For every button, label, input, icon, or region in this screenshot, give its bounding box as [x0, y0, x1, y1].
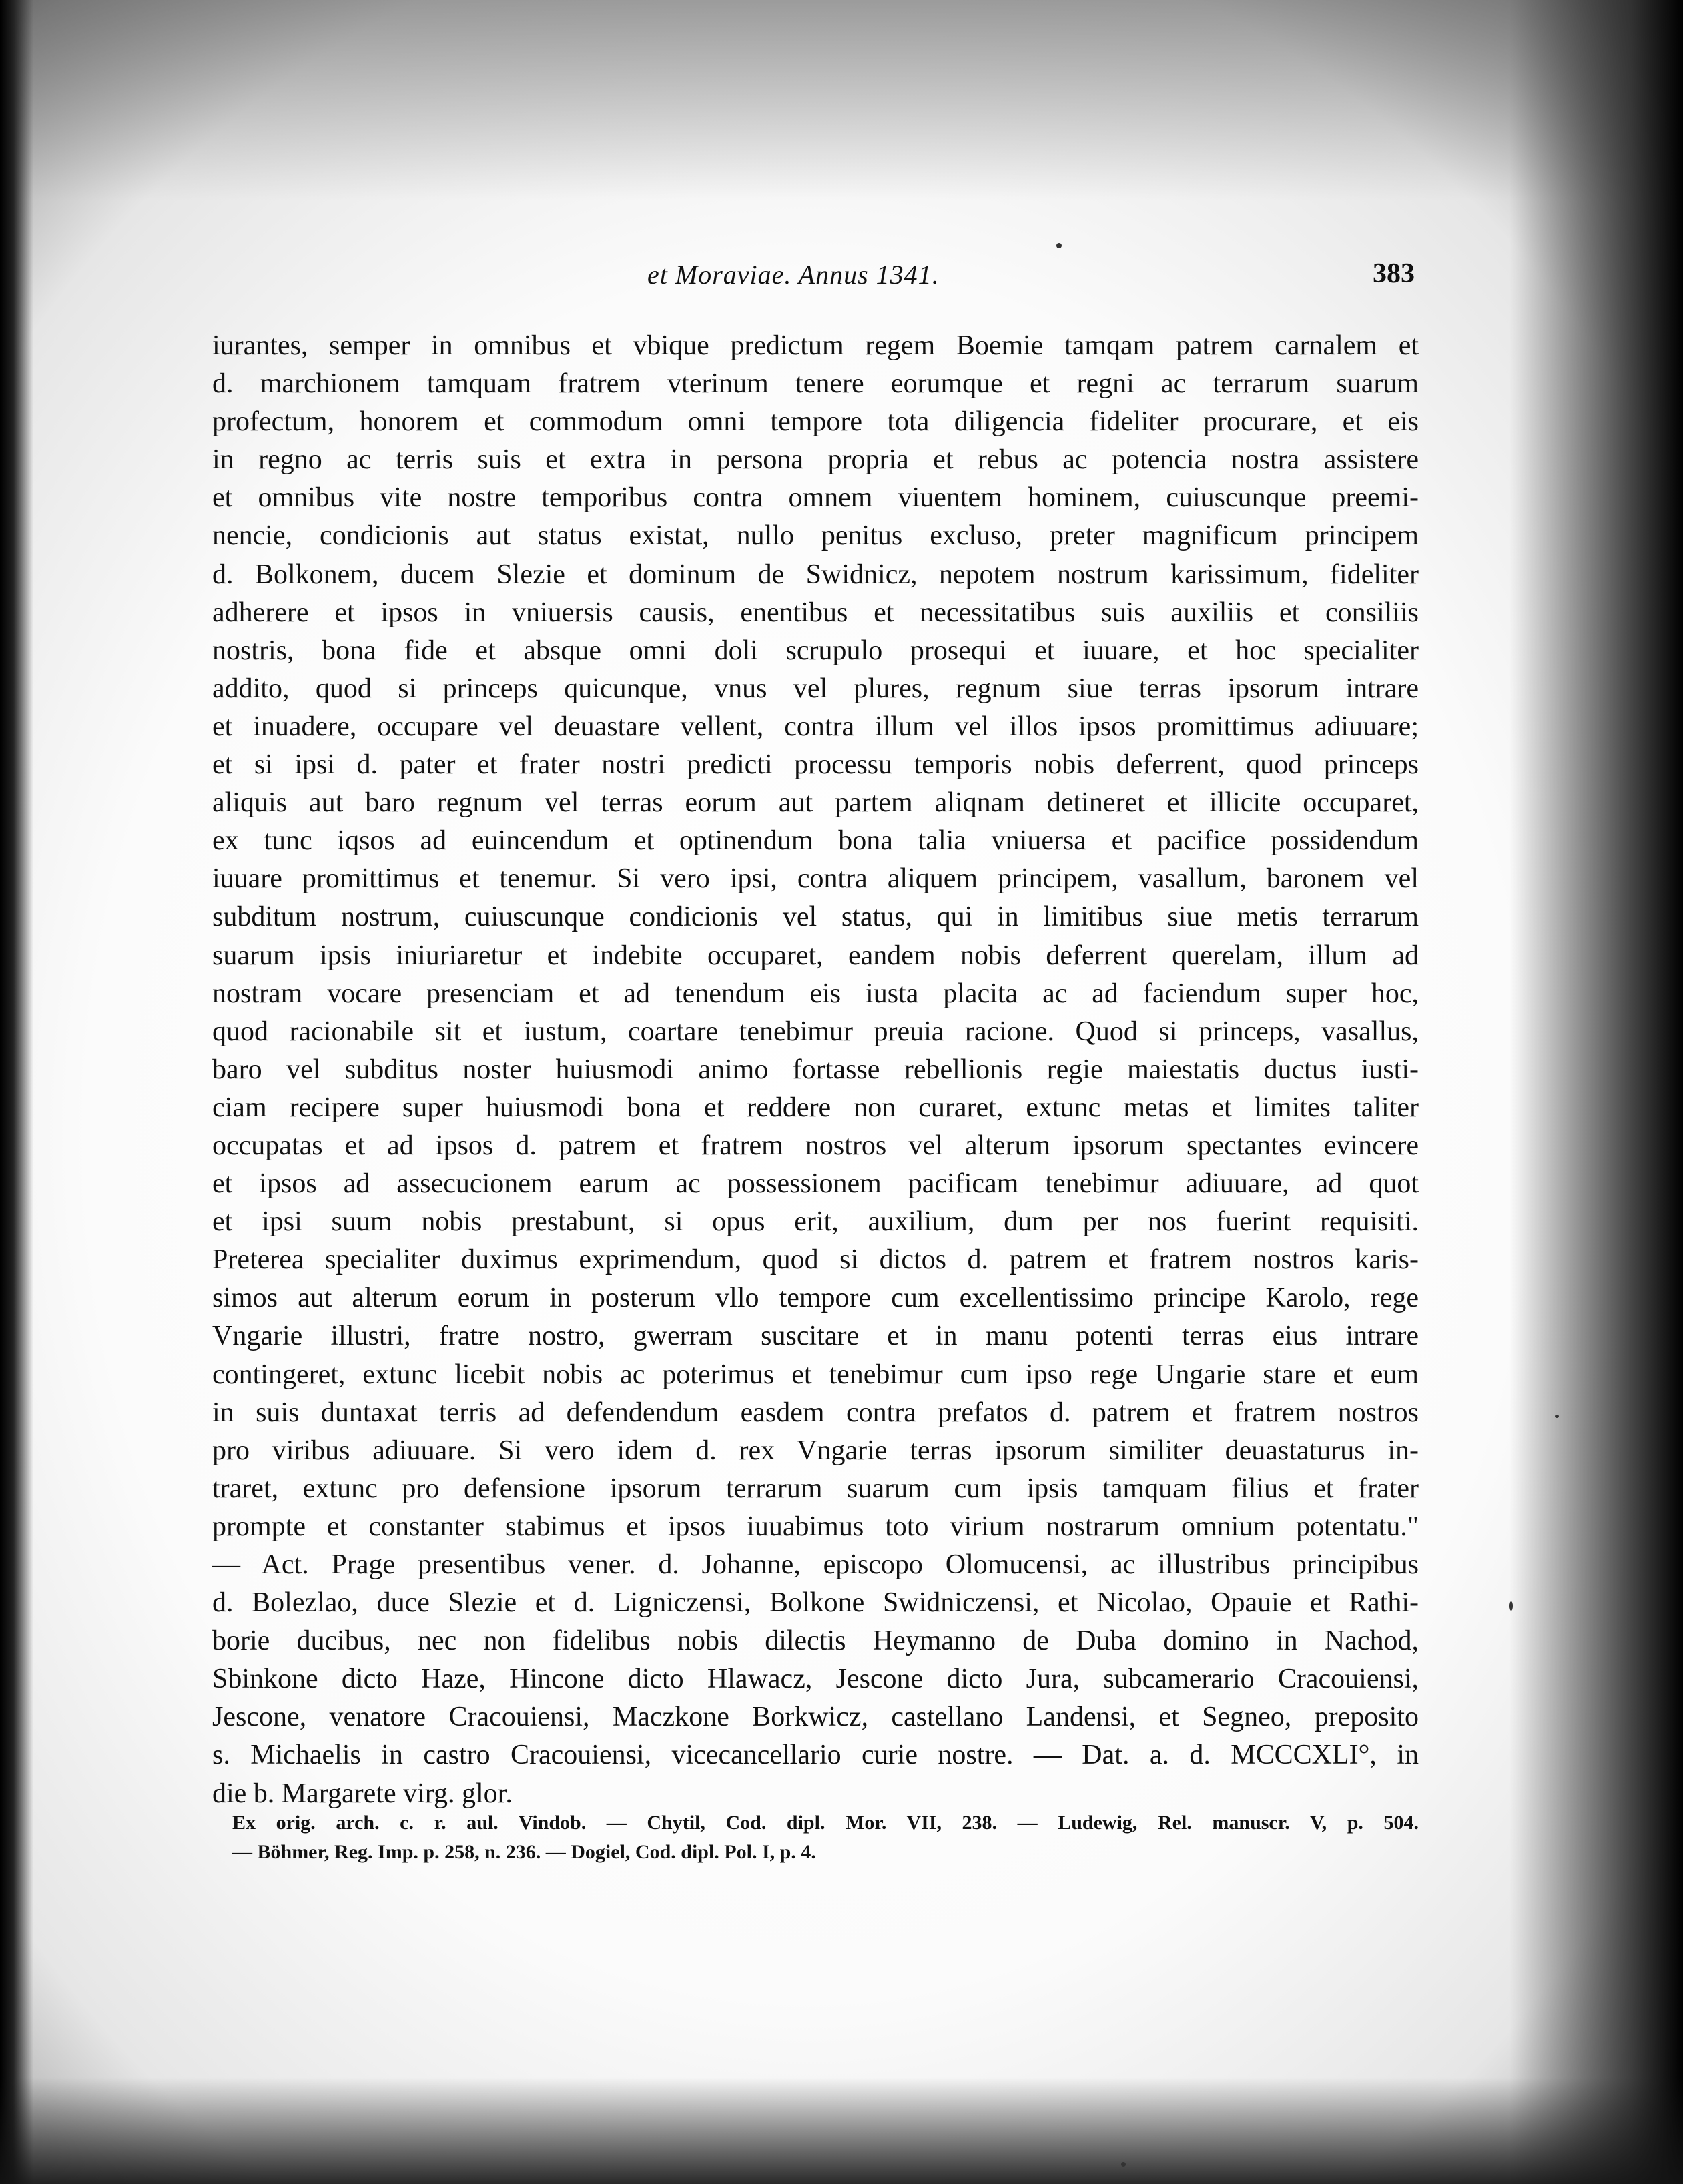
- scan-speck: [1509, 1601, 1513, 1611]
- scan-speck: [1121, 2162, 1126, 2167]
- text-line: quod racionabile sit et iustum, coartare tenebimur preuia racione. Quod si princeps, vasallus,: [212, 1016, 1419, 1047]
- text-line: profectum, honorem et commodum omni tempore tota diligencia fideliter procurare, et eis: [212, 406, 1419, 438]
- text-line: baro vel subditus noster huiusmodi animo fortasse rebellionis regie maiestatis ductus iusti-: [212, 1054, 1419, 1085]
- running-title: et Moraviae. Annus 1341.: [647, 260, 940, 290]
- text-line: d. Bolezlao, duce Slezie et d. Ligniczensi, Bolkone Swidniczensi, et Nicolao, Opauie et Rathi-: [212, 1587, 1419, 1619]
- text-line: et inuadere, occupare vel deuastare vellent, contra illum vel illos ipsos promittimus adiuuare;: [212, 711, 1419, 742]
- text-line: adherere et ipsos in vniuersis causis, enentibus et necessitatibus suis auxiliis et consiliis: [212, 597, 1419, 628]
- text-line: et omnibus vite nostre temporibus contra omnem viuentem hominem, cuiuscunque preemi-: [212, 482, 1419, 514]
- text-line: die b. Margarete virg. glor.: [212, 1778, 513, 1809]
- text-line: et si ipsi d. pater et frater nostri predicti processu temporis nobis deferrent, quod princeps: [212, 749, 1419, 781]
- note-line: — Böhmer, Reg. Imp. p. 258, n. 236. — Dogiel, Cod. dipl. Pol. I, p. 4.: [232, 1841, 816, 1863]
- scan-speck: [1056, 243, 1062, 248]
- text-line: prompte et constanter stabimus et ipsos iuuabimus toto virium nostrarum omnium potentatu.": [212, 1511, 1419, 1542]
- scan-shadow-top: [0, 0, 1683, 200]
- text-line: ex tunc iqsos ad euincendum et optinendum bona talia vniuersa et pacifice possidendum: [212, 825, 1419, 857]
- scan-shadow-bottom: [0, 2077, 1683, 2184]
- text-line: contingeret, extunc licebit nobis ac poterimus et tenebimur cum ipso rege Ungarie stare et eum: [212, 1359, 1419, 1390]
- text-line: subditum nostrum, cuiuscunque condicionis vel status, qui in limitibus siue metis terrarum: [212, 901, 1419, 933]
- text-line: — Act. Prage presentibus vener. d. Johanne, episcopo Olomucensi, ac illustribus principibus: [212, 1549, 1419, 1580]
- scan-speck: [1555, 1415, 1559, 1418]
- text-line: aliquis aut baro regnum vel terras eorum aut partem aliqnam detineret et illicite occuparet,: [212, 787, 1419, 819]
- text-line: simos aut alterum eorum in posterum vllo tempore cum excellentissimo principe Karolo, rege: [212, 1283, 1419, 1314]
- text-line: ciam recipere super huiusmodi bona et reddere non curaret, extunc metas et limites taliter: [212, 1092, 1419, 1123]
- text-line: et ipsi suum nobis prestabunt, si opus erit, auxilium, dum per nos fuerint requisiti.: [212, 1206, 1419, 1238]
- text-line: nostris, bona fide et absque omni doli scrupulo prosequi et iuuare, et hoc specialiter: [212, 635, 1419, 666]
- text-line: Sbinkone dicto Haze, Hincone dicto Hlawacz, Jescone dicto Jura, subcamerario Cracouiensi,: [212, 1664, 1419, 1695]
- text-line: traret, extunc pro defensione ipsorum terrarum suarum cum ipsis tamquam filius et frater: [212, 1473, 1419, 1504]
- page-number: 383: [1373, 258, 1415, 289]
- text-line: in regno ac terris suis et extra in persona propria et rebus ac potencia nostra assistere: [212, 444, 1419, 476]
- source-notes: [232, 1808, 1419, 1867]
- text-line: d. Bolkonem, ducem Slezie et dominum de Swidnicz, nepotem nostrum karissimum, fideliter: [212, 559, 1419, 590]
- text-line: in suis duntaxat terris ad defendendum easdem contra prefatos d. patrem et fratrem nostros: [212, 1397, 1419, 1428]
- text-line: pro viribus adiuuare. Si vero idem d. rex Vngarie terras ipsorum similiter deuastaturus in-: [212, 1435, 1419, 1466]
- text-line: nostram vocare presenciam et ad tenendum eis iusta placita ac ad faciendum super hoc,: [212, 978, 1419, 1009]
- text-line: Jescone, venatore Cracouiensi, Maczkone Borkwicz, castellano Landensi, et Segneo, preposito: [212, 1702, 1419, 1733]
- text-line: suarum ipsis iniuriaretur et indebite occuparet, eandem nobis deferrent querelam, illum ad: [212, 940, 1419, 971]
- text-line: et ipsos ad assecucionem earum ac possessionem pacificam tenebimur adiuuare, ad quot: [212, 1168, 1419, 1200]
- page-header: [214, 254, 1415, 307]
- text-line: iuuare promittimus et tenemur. Si vero ipsi, contra aliquem principem, vasallum, baronem vel: [212, 863, 1419, 895]
- text-line: Vngarie illustri, fratre nostro, gwerram suscitare et in manu potenti terras eius intrare: [212, 1321, 1419, 1352]
- text-line: iurantes, semper in omnibus et vbique predictum regem Boemie tamqam patrem carnalem et: [212, 330, 1419, 361]
- scan-shadow-right: [1509, 0, 1683, 2184]
- text-line: d. marchionem tamquam fratrem vterinum tenere eorumque et regni ac terrarum suarum: [212, 368, 1419, 400]
- text-line: addito, quod si princeps quicunque, vnus vel plures, regnum siue terras ipsorum intrare: [212, 673, 1419, 704]
- charter-text: [212, 327, 1419, 1813]
- text-line: s. Michaelis in castro Cracouiensi, vicecancellario curie nostre. — Dat. a. d. MCCCXLI°, in: [212, 1740, 1419, 1771]
- scan-shadow-left: [0, 0, 33, 2184]
- text-line: nencie, condicionis aut status existat, nullo penitus excluso, preter magnificum principem: [212, 520, 1419, 552]
- note-line: Ex orig. arch. c. r. aul. Vindob. — Chytil, Cod. dipl. Mor. VII, 238. — Ludewig, Rel. manuscr. V, p. 504.: [232, 1812, 1419, 1834]
- text-line: Preterea specialiter duximus exprimendum, quod si dictos d. patrem et fratrem nostros karis-: [212, 1244, 1419, 1276]
- text-line: borie ducibus, nec non fidelibus nobis dilectis Heymanno de Duba domino in Nachod,: [212, 1625, 1419, 1657]
- text-line: occupatas et ad ipsos d. patrem et fratrem nostros vel alterum ipsorum spectantes evincere: [212, 1130, 1419, 1161]
